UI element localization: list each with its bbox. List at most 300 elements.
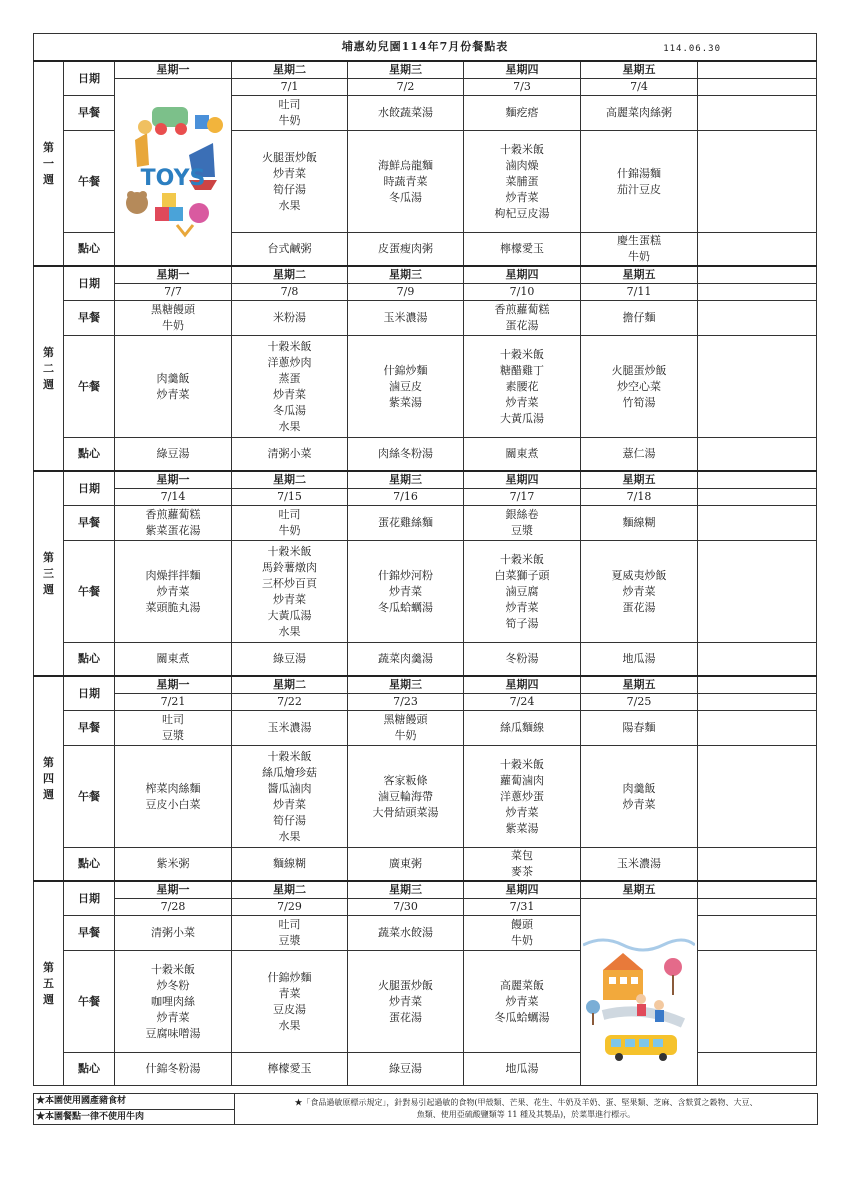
snack-cell bbox=[115, 1053, 232, 1086]
blank-cell bbox=[698, 336, 817, 438]
menu-line: 炒青菜 bbox=[505, 805, 539, 819]
breakfast-row-label: 早餐 bbox=[64, 301, 115, 336]
lunch-cell bbox=[348, 746, 464, 848]
menu-line: 醬瓜滷肉 bbox=[267, 781, 312, 795]
week-row-dates bbox=[34, 79, 817, 96]
blank-cell bbox=[698, 284, 817, 301]
weekday-cell: 星期二 bbox=[232, 266, 348, 284]
menu-line: 十穀米飯 bbox=[500, 142, 544, 156]
menu-line: 紫米粥 bbox=[156, 857, 190, 870]
menu-line: 豆腐味噌湯 bbox=[145, 1026, 201, 1040]
menu-line: 薏仁湯 bbox=[622, 447, 656, 460]
menu-line: 炒青菜 bbox=[505, 994, 539, 1008]
date-row-label: 日期 bbox=[64, 61, 115, 96]
blank-cell bbox=[698, 1053, 817, 1086]
menu-line: 肉絲冬粉湯 bbox=[378, 447, 433, 460]
menu-line: 炒青菜 bbox=[156, 387, 190, 401]
menu-line: 陽春麵 bbox=[622, 721, 656, 734]
week-name: 第四週 bbox=[43, 755, 54, 801]
menu-line: 滷豆腐 bbox=[505, 584, 539, 598]
week-label bbox=[34, 676, 64, 881]
blank-cell bbox=[698, 79, 817, 96]
blank-cell bbox=[698, 506, 817, 541]
weekday-cell: 星期四 bbox=[464, 61, 581, 79]
menu-line: 炒冬粉 bbox=[156, 978, 190, 992]
breakfast-cell bbox=[232, 301, 348, 336]
menu-line: 牛奶 bbox=[628, 250, 650, 263]
lunch-cell bbox=[232, 746, 348, 848]
snack-cell bbox=[115, 643, 232, 677]
menu-line: 三杯炒百頁 bbox=[262, 576, 317, 590]
menu-line: 牛奶 bbox=[278, 524, 301, 537]
week-row-dates bbox=[34, 899, 817, 916]
illustration-cell bbox=[581, 899, 698, 1086]
menu-line: 蒸蛋 bbox=[278, 371, 301, 385]
blank-cell bbox=[698, 233, 817, 267]
note-allergen-line-1: ★「食品過敏原標示規定」，針對易引起過敏的食物(甲殼類、芒果、花生、牛奶及羊奶、蛋、堅果類、芝麻、含麩質之穀物、大豆、 bbox=[294, 1098, 758, 1107]
snack-cell bbox=[348, 1053, 464, 1086]
date-cell: 7/23 bbox=[348, 694, 464, 711]
lunch-cell bbox=[232, 336, 348, 438]
note-beef: ★本園餐點一律不使用牛肉 bbox=[36, 1112, 145, 1122]
lunch-cell bbox=[348, 131, 464, 233]
menu-line: 肉羹飯 bbox=[156, 371, 190, 385]
date-cell: 7/14 bbox=[115, 489, 232, 506]
date-cell: 7/1 bbox=[232, 79, 348, 96]
menu-line: 慶生蛋糕 bbox=[617, 234, 661, 247]
menu-line: 地瓜湯 bbox=[505, 1062, 539, 1075]
menu-line: 茄汁豆皮 bbox=[617, 182, 661, 196]
blank-cell bbox=[698, 541, 817, 643]
menu-line: 十穀米飯 bbox=[500, 757, 544, 771]
week-name: 第二週 bbox=[43, 345, 54, 391]
menu-line: 麥茶 bbox=[511, 865, 533, 878]
menu-line: 牛奶 bbox=[394, 729, 417, 742]
menu-line: 關東煮 bbox=[156, 652, 190, 665]
menu-line: 豆皮小白菜 bbox=[145, 797, 201, 811]
menu-line: 皮蛋瘦肉粥 bbox=[378, 242, 433, 255]
blank-cell bbox=[698, 848, 817, 882]
menu-line: 牛奶 bbox=[278, 114, 301, 127]
menu-line: 客家粄條 bbox=[383, 773, 428, 787]
week-row-weekdays bbox=[34, 881, 817, 899]
menu-line: 擔仔麵 bbox=[622, 311, 656, 324]
menu-line: 高麗菜肉絲粥 bbox=[606, 106, 672, 119]
menu-line: 炒空心菜 bbox=[617, 379, 661, 393]
menu-line: 洋蔥炒肉 bbox=[267, 355, 312, 369]
menu-line: 肉羹飯 bbox=[622, 781, 656, 795]
menu-line: 水果 bbox=[278, 829, 301, 843]
menu-line: 十穀米飯 bbox=[267, 749, 312, 763]
menu-line: 青菜 bbox=[278, 986, 301, 1000]
lunch-cell bbox=[348, 541, 464, 643]
toys-label: TOYS bbox=[140, 165, 206, 191]
menu-line: 冬瓜蛤蠣湯 bbox=[378, 600, 433, 614]
week-label bbox=[34, 471, 64, 676]
menu-line: 銀絲卷 bbox=[505, 508, 539, 521]
breakfast-cell bbox=[464, 916, 581, 951]
menu-sheet bbox=[33, 33, 816, 1086]
menu-line: 蛋花湯 bbox=[622, 600, 656, 614]
menu-line: 麵疙瘩 bbox=[505, 106, 539, 119]
menu-line: 菜頭脆丸湯 bbox=[145, 600, 201, 614]
blank-cell bbox=[698, 676, 817, 694]
menu-line: 豆漿 bbox=[511, 524, 533, 537]
breakfast-cell bbox=[115, 711, 232, 746]
snack-cell bbox=[464, 438, 581, 472]
breakfast-cell bbox=[115, 506, 232, 541]
date-cell: 7/30 bbox=[348, 899, 464, 916]
blank-cell bbox=[698, 301, 817, 336]
menu-line: 黑糖饅頭 bbox=[383, 713, 428, 726]
menu-line: 檸檬愛玉 bbox=[500, 242, 544, 255]
breakfast-cell bbox=[581, 506, 698, 541]
breakfast-cell bbox=[581, 301, 698, 336]
title-text: 埔惠幼兒園114年7月份餐點表 bbox=[341, 40, 509, 53]
lunch-cell bbox=[348, 951, 464, 1053]
breakfast-row bbox=[34, 711, 817, 746]
breakfast-cell bbox=[232, 711, 348, 746]
lunch-row-label: 午餐 bbox=[64, 131, 115, 233]
menu-line: 十穀米飯 bbox=[267, 544, 312, 558]
menu-line: 吐司 bbox=[162, 713, 184, 726]
menu-line: 豆漿 bbox=[162, 729, 184, 742]
lunch-cell bbox=[348, 336, 464, 438]
date-cell: 7/3 bbox=[464, 79, 581, 96]
notes-left bbox=[34, 1094, 235, 1124]
weekday-cell: 星期四 bbox=[464, 266, 581, 284]
weekday-cell: 星期四 bbox=[464, 676, 581, 694]
breakfast-cell bbox=[464, 96, 581, 131]
menu-line: 大骨結頭菜湯 bbox=[372, 805, 439, 819]
breakfast-cell bbox=[581, 96, 698, 131]
menu-line: 紫菜湯 bbox=[389, 395, 422, 409]
date-cell: 7/28 bbox=[115, 899, 232, 916]
lunch-cell bbox=[232, 541, 348, 643]
lunch-cell bbox=[581, 336, 698, 438]
weekday-cell: 星期五 bbox=[581, 471, 698, 489]
lunch-cell bbox=[464, 131, 581, 233]
weekday-cell: 星期二 bbox=[232, 881, 348, 899]
menu-line: 火腿蛋炒飯 bbox=[378, 978, 433, 992]
weekday-cell: 星期一 bbox=[115, 881, 232, 899]
lunch-row bbox=[34, 541, 817, 643]
menu-line: 高麗菜飯 bbox=[500, 978, 544, 992]
menu-line: 炒青菜 bbox=[389, 584, 422, 598]
breakfast-cell bbox=[348, 711, 464, 746]
menu-line: 十穀米飯 bbox=[500, 347, 544, 361]
breakfast-row bbox=[34, 916, 817, 951]
menu-line: 什錦炒麵 bbox=[267, 970, 312, 984]
menu-line: 綠豆湯 bbox=[389, 1062, 422, 1075]
weekday-cell: 星期五 bbox=[581, 61, 698, 79]
breakfast-row-label: 早餐 bbox=[64, 506, 115, 541]
snack-row-label: 點心 bbox=[64, 1053, 115, 1086]
menu-line: 十穀米飯 bbox=[151, 962, 195, 976]
toys-illustration bbox=[117, 95, 229, 245]
lunch-cell bbox=[464, 541, 581, 643]
menu-line: 水果 bbox=[278, 198, 301, 212]
snack-cell bbox=[581, 233, 698, 267]
menu-line: 水果 bbox=[278, 624, 301, 638]
weekday-cell: 星期二 bbox=[232, 61, 348, 79]
blank-cell bbox=[698, 643, 817, 677]
weekday-cell: 星期三 bbox=[348, 61, 464, 79]
menu-line: 蔬菜水餃湯 bbox=[378, 926, 433, 939]
blank-cell bbox=[698, 471, 817, 489]
blank-cell bbox=[698, 694, 817, 711]
week-row-weekdays bbox=[34, 61, 817, 79]
menu-line: 絲瓜燴珍菇 bbox=[262, 765, 317, 779]
notes-allergen bbox=[237, 1097, 815, 1121]
breakfast-row bbox=[34, 301, 817, 336]
breakfast-cell bbox=[232, 96, 348, 131]
weekday-cell: 星期二 bbox=[232, 471, 348, 489]
menu-line: 牛奶 bbox=[511, 934, 533, 947]
lunch-cell bbox=[115, 541, 232, 643]
menu-line: 大黃瓜湯 bbox=[500, 411, 544, 425]
lunch-cell bbox=[464, 336, 581, 438]
menu-line: 炒青菜 bbox=[505, 395, 539, 409]
menu-line: 地瓜湯 bbox=[622, 652, 656, 665]
menu-line: 牛奶 bbox=[162, 319, 184, 332]
breakfast-row-label: 早餐 bbox=[64, 916, 115, 951]
menu-line: 麵線糊 bbox=[273, 857, 306, 870]
menu-line: 菜脯蛋 bbox=[505, 174, 539, 188]
menu-line: 炒青菜 bbox=[273, 592, 306, 606]
date-cell: 7/29 bbox=[232, 899, 348, 916]
date-cell: 7/24 bbox=[464, 694, 581, 711]
weekday-cell: 星期一 bbox=[115, 676, 232, 694]
week-name: 第一週 bbox=[43, 140, 54, 186]
breakfast-cell bbox=[115, 301, 232, 336]
menu-line: 洋蔥炒蛋 bbox=[500, 789, 544, 803]
date-cell: 7/4 bbox=[581, 79, 698, 96]
lunch-cell bbox=[232, 131, 348, 233]
menu-line: 大黃瓜湯 bbox=[267, 608, 312, 622]
snack-cell bbox=[232, 1053, 348, 1086]
menu-line: 關東煮 bbox=[505, 447, 539, 460]
snack-row bbox=[34, 1053, 817, 1086]
menu-line: 麵線糊 bbox=[622, 516, 656, 529]
weekday-cell: 星期一 bbox=[115, 61, 232, 79]
menu-line: 蛋花雞絲麵 bbox=[378, 516, 433, 529]
menu-line: 火腿蛋炒飯 bbox=[611, 363, 667, 377]
breakfast-row-label: 早餐 bbox=[64, 96, 115, 131]
menu-line: 紫菜湯 bbox=[505, 821, 539, 835]
menu-line: 綠豆湯 bbox=[273, 652, 306, 665]
blank-cell bbox=[698, 266, 817, 284]
breakfast-cell bbox=[348, 301, 464, 336]
menu-line: 炒青菜 bbox=[273, 797, 306, 811]
breakfast-cell bbox=[115, 916, 232, 951]
date-cell: 7/21 bbox=[115, 694, 232, 711]
menu-line: 海鮮烏龍麵 bbox=[378, 158, 433, 172]
menu-line: 夏威夷炒飯 bbox=[611, 568, 667, 582]
weekday-cell: 星期五 bbox=[581, 676, 698, 694]
menu-line: 炒青菜 bbox=[273, 166, 306, 180]
menu-line: 滷豆輪海帶 bbox=[378, 789, 433, 803]
snack-row-label: 點心 bbox=[64, 438, 115, 472]
menu-line: 玉米濃湯 bbox=[267, 721, 312, 734]
menu-line: 什錦冬粉湯 bbox=[145, 1062, 201, 1075]
snack-cell bbox=[232, 438, 348, 472]
snack-cell bbox=[581, 848, 698, 882]
menu-line: 絲瓜麵線 bbox=[500, 721, 544, 734]
menu-line: 炒青菜 bbox=[389, 994, 422, 1008]
menu-line: 滷肉燥 bbox=[505, 158, 539, 172]
menu-line: 炒青菜 bbox=[505, 190, 539, 204]
menu-line: 炒青菜 bbox=[622, 584, 656, 598]
menu-line: 香煎蘿蔔糕 bbox=[494, 303, 550, 316]
menu-line: 糖醋雞丁 bbox=[500, 363, 544, 377]
weekday-cell: 星期五 bbox=[581, 881, 698, 899]
notes-footer bbox=[33, 1093, 818, 1125]
date-cell: 7/10 bbox=[464, 284, 581, 301]
date-row-label: 日期 bbox=[64, 266, 115, 301]
snack-row-label: 點心 bbox=[64, 233, 115, 267]
weekday-cell: 星期四 bbox=[464, 471, 581, 489]
menu-table bbox=[33, 33, 817, 1086]
date-cell: 7/15 bbox=[232, 489, 348, 506]
menu-line: 紫菜蛋花湯 bbox=[145, 524, 201, 537]
week-row-dates bbox=[34, 489, 817, 506]
menu-line: 什錦炒河粉 bbox=[378, 568, 433, 582]
blank-cell bbox=[698, 489, 817, 506]
illustration-cell bbox=[115, 79, 232, 267]
page-title bbox=[34, 34, 817, 62]
week-label bbox=[34, 61, 64, 266]
menu-line: 蘿蔔滷肉 bbox=[500, 773, 544, 787]
menu-line: 菜包 bbox=[511, 849, 533, 862]
week-row-weekdays bbox=[34, 266, 817, 284]
week-label bbox=[34, 881, 64, 1086]
breakfast-cell bbox=[232, 916, 348, 951]
menu-line: 火腿蛋炒飯 bbox=[262, 150, 317, 164]
weekday-cell: 星期一 bbox=[115, 266, 232, 284]
date-row-label: 日期 bbox=[64, 881, 115, 916]
menu-line: 冬瓜湯 bbox=[389, 190, 422, 204]
breakfast-cell bbox=[464, 711, 581, 746]
menu-line: 蛋花湯 bbox=[505, 319, 539, 332]
menu-line: 廣東粥 bbox=[389, 857, 422, 870]
lunch-cell bbox=[232, 951, 348, 1053]
menu-line: 咖哩肉絲 bbox=[151, 994, 195, 1008]
menu-line: 素腰花 bbox=[505, 379, 539, 393]
menu-line: 水餃蔬菜湯 bbox=[378, 106, 433, 119]
date-row-label: 日期 bbox=[64, 676, 115, 711]
menu-line: 米粉湯 bbox=[273, 311, 306, 324]
breakfast-cell bbox=[464, 301, 581, 336]
school-illustration bbox=[583, 915, 695, 1065]
snack-cell bbox=[232, 643, 348, 677]
lunch-row bbox=[34, 951, 817, 1053]
date-cell: 7/9 bbox=[348, 284, 464, 301]
menu-line: 炒青菜 bbox=[156, 1010, 190, 1024]
menu-line: 蛋花湯 bbox=[389, 1010, 422, 1024]
breakfast-cell bbox=[581, 711, 698, 746]
menu-line: 香煎蘿蔔糕 bbox=[145, 508, 201, 521]
menu-line: 綠豆湯 bbox=[156, 447, 190, 460]
weekday-cell: 星期三 bbox=[348, 676, 464, 694]
week-label bbox=[34, 266, 64, 471]
menu-line: 玉米濃湯 bbox=[617, 857, 661, 870]
menu-line: 台式鹹粥 bbox=[267, 242, 312, 255]
snack-row bbox=[34, 643, 817, 677]
breakfast-cell bbox=[348, 96, 464, 131]
date-cell: 7/25 bbox=[581, 694, 698, 711]
menu-line: 竹筍湯 bbox=[622, 395, 656, 409]
menu-line: 豆漿 bbox=[278, 934, 301, 947]
menu-line: 炒青菜 bbox=[273, 387, 306, 401]
menu-line: 炒青菜 bbox=[156, 584, 190, 598]
breakfast-cell bbox=[348, 916, 464, 951]
blank-cell bbox=[698, 131, 817, 233]
menu-line: 冬瓜湯 bbox=[273, 403, 306, 417]
menu-line: 馬鈴薯燉肉 bbox=[262, 560, 317, 574]
menu-line: 炒青菜 bbox=[505, 600, 539, 614]
snack-row bbox=[34, 848, 817, 882]
date-cell: 7/8 bbox=[232, 284, 348, 301]
blank-cell bbox=[698, 61, 817, 79]
weekday-cell: 星期二 bbox=[232, 676, 348, 694]
menu-line: 筍仔湯 bbox=[273, 813, 306, 827]
menu-line: 吐司 bbox=[278, 508, 301, 521]
snack-cell bbox=[581, 438, 698, 472]
weekday-cell: 星期三 bbox=[348, 471, 464, 489]
breakfast-row-label: 早餐 bbox=[64, 711, 115, 746]
menu-line: 玉米濃湯 bbox=[383, 311, 428, 324]
blank-cell bbox=[698, 746, 817, 848]
menu-line: 清粥小菜 bbox=[267, 447, 312, 460]
lunch-cell bbox=[581, 746, 698, 848]
lunch-cell bbox=[115, 746, 232, 848]
weekday-cell: 星期一 bbox=[115, 471, 232, 489]
lunch-row-label: 午餐 bbox=[64, 746, 115, 848]
weekday-cell: 星期五 bbox=[581, 266, 698, 284]
date-cell: 7/18 bbox=[581, 489, 698, 506]
menu-line: 十穀米飯 bbox=[500, 552, 544, 566]
snack-cell bbox=[348, 233, 464, 267]
menu-line: 十穀米飯 bbox=[267, 339, 312, 353]
lunch-cell bbox=[115, 336, 232, 438]
blank-cell bbox=[698, 96, 817, 131]
menu-line: 饅頭 bbox=[511, 918, 533, 931]
lunch-row bbox=[34, 746, 817, 848]
snack-row-label: 點心 bbox=[64, 848, 115, 882]
blank-cell bbox=[698, 916, 817, 951]
weekday-cell: 星期四 bbox=[464, 881, 581, 899]
menu-line: 肉燥拌拌麵 bbox=[145, 568, 201, 582]
menu-line: 蔬菜肉羹湯 bbox=[378, 652, 433, 665]
snack-row-label: 點心 bbox=[64, 643, 115, 677]
breakfast-row bbox=[34, 506, 817, 541]
menu-line: 枸杞豆皮湯 bbox=[494, 206, 550, 220]
date-cell: 7/31 bbox=[464, 899, 581, 916]
menu-line: 豆皮湯 bbox=[273, 1002, 306, 1016]
menu-line: 什錦湯麵 bbox=[617, 166, 661, 180]
menu-line: 筍仔湯 bbox=[273, 182, 306, 196]
menu-line: 清粥小菜 bbox=[151, 926, 195, 939]
snack-cell bbox=[115, 848, 232, 882]
blank-cell bbox=[698, 951, 817, 1053]
week-row-dates bbox=[34, 284, 817, 301]
menu-line: 黑糖饅頭 bbox=[151, 303, 195, 316]
week-row-dates bbox=[34, 694, 817, 711]
snack-cell bbox=[464, 1053, 581, 1086]
snack-cell bbox=[348, 643, 464, 677]
blank-cell bbox=[698, 881, 817, 899]
